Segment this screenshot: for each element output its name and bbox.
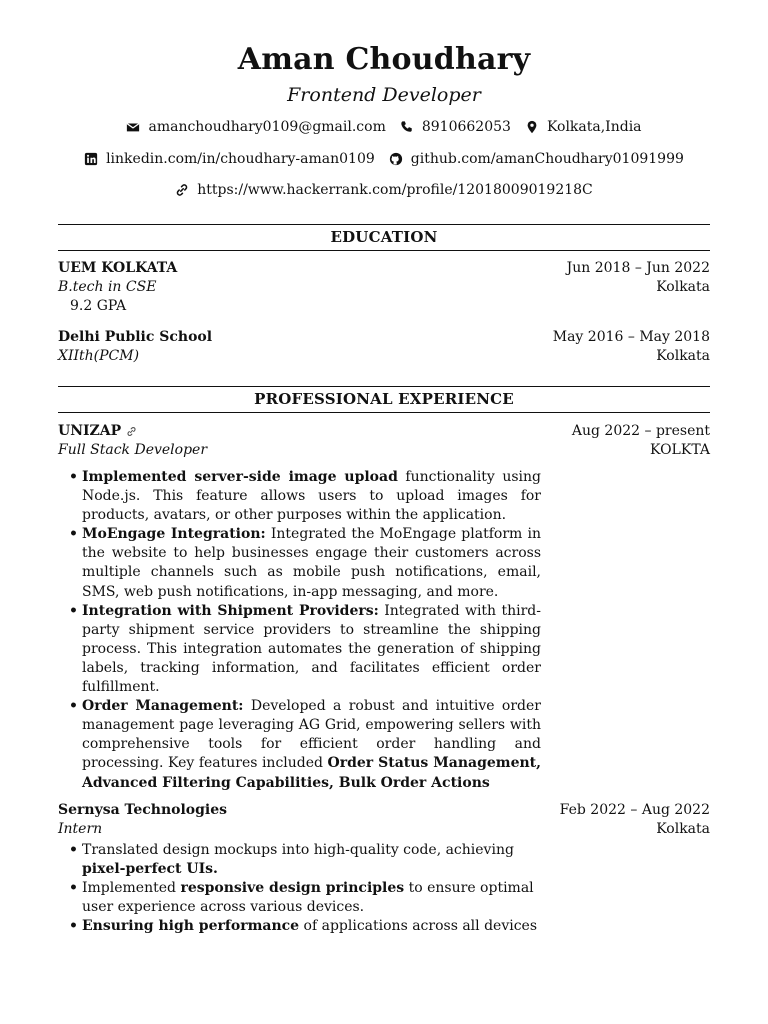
location-contact xyxy=(525,119,642,135)
education-heading: EDUCATION xyxy=(58,224,710,251)
school-name: UEM KOLKATA xyxy=(58,260,178,276)
education-entry-header xyxy=(58,328,710,347)
experience-entry-subheader xyxy=(58,441,710,460)
school-name: Delhi Public School xyxy=(58,329,213,345)
experience-entry-sernysa xyxy=(58,801,710,936)
education-location: Kolkata xyxy=(656,348,710,364)
education-dates: May 2016 – May 2018 xyxy=(552,329,710,345)
experience-heading: PROFESSIONAL EXPERIENCE xyxy=(58,386,710,413)
candidate-name: Aman Choudhary xyxy=(237,42,531,77)
experience-entry-subheader xyxy=(58,820,710,839)
github-icon xyxy=(389,152,403,166)
contact-row-primary xyxy=(0,119,768,135)
linkedin-text[interactable]: linkedin.com/in/choudhary-aman0109 xyxy=(106,151,375,167)
company-wrap xyxy=(58,422,137,441)
education-entry-header xyxy=(58,259,710,278)
bullet-bold: Ensuring high performance xyxy=(82,918,300,935)
education-entry-uem xyxy=(58,259,710,316)
location-text: Kolkata,India xyxy=(546,119,642,135)
experience-entry-header xyxy=(58,801,710,820)
bullet-bold: pixel-perfect UIs. xyxy=(82,861,218,878)
linkedin-icon xyxy=(84,152,98,166)
phone-contact[interactable] xyxy=(400,119,511,135)
education-entry-subheader xyxy=(58,347,710,366)
envelope-icon xyxy=(126,120,140,134)
bullet-bold: MoEngage Integration: xyxy=(82,526,266,543)
phone-text[interactable]: 8910662053 xyxy=(421,119,511,135)
bullet-bold: responsive design principles xyxy=(180,880,405,897)
experience-dates: Aug 2022 – present xyxy=(571,423,710,439)
link-icon xyxy=(175,183,189,197)
bullet-text: to ensure optimal user experience across various devices. xyxy=(82,880,534,916)
github-text[interactable]: github.com/amanChoudhary01091999 xyxy=(410,151,684,167)
bullet-bold: Implemented server-side image upload xyxy=(82,469,398,485)
bullet-text: Developed a robust and intuitive order management page leveraging AG Grid, empowering sellers with comprehensive tools for efficient order handling and processing. Key features included xyxy=(82,698,541,772)
education-entry-dps xyxy=(58,328,710,366)
experience-entry-unizap xyxy=(58,422,710,793)
education-entry-subheader xyxy=(58,278,710,297)
contact-row-social xyxy=(0,151,768,167)
email-text[interactable]: amanchoudhary0109@gmail.com xyxy=(148,119,386,135)
github-contact[interactable] xyxy=(389,151,684,167)
bullet-text: functionality using Node.js. This feature allows users to upload images for products, avatars, or other purposes within the application. xyxy=(82,469,541,524)
degree-name: XIIth(PCM) xyxy=(58,348,140,364)
experience-location: KOLKTA xyxy=(650,442,710,458)
location-pin-icon xyxy=(525,120,539,134)
hackerrank-text[interactable]: https://www.hackerrank.com/profile/12018009019218C xyxy=(197,182,593,198)
bullet-item xyxy=(58,697,541,792)
bullet-item xyxy=(58,525,541,601)
job-title: Intern xyxy=(58,821,103,837)
bullet-text: Translated design mockups into high-quality code, achieving xyxy=(82,842,514,858)
bullet-item xyxy=(58,917,541,936)
company-name: Sernysa Technologies xyxy=(58,802,228,818)
bullet-item xyxy=(58,468,541,525)
bullet-text: Implemented xyxy=(82,880,181,897)
bullet-text: Integrated with third-party shipment service providers to streamline the shipping process. This integration automates the generation of shipping labels, tracking information, and facilitates efficient order fulfillment. xyxy=(82,602,541,696)
job-title: Full Stack Developer xyxy=(58,442,208,458)
experience-bullets xyxy=(58,841,541,936)
experience-entry-header xyxy=(58,422,710,441)
bullet-item xyxy=(58,602,541,697)
candidate-role: Frontend Developer xyxy=(287,84,481,106)
bullet-bold: Order Management: xyxy=(82,698,244,715)
experience-location: Kolkata xyxy=(656,821,710,837)
link-icon[interactable] xyxy=(126,426,137,437)
bullet-item xyxy=(58,879,541,917)
email-contact[interactable] xyxy=(126,119,385,135)
bullet-text: Integrated the MoEngage platform in the website to help businesses engage their customers across multiple channels such as mobile push notifications, email, SMS, web push notifications, in-app messaging, and more. xyxy=(82,526,541,600)
hackerrank-contact[interactable] xyxy=(175,182,593,198)
bullet-text: of applications across all devices xyxy=(299,918,538,935)
education-location: Kolkata xyxy=(656,279,710,295)
contact-row-hackerrank xyxy=(0,182,768,198)
linkedin-contact[interactable] xyxy=(84,151,375,167)
bullet-item xyxy=(58,841,541,879)
education-dates: Jun 2018 – Jun 2022 xyxy=(566,260,710,276)
degree-name: B.tech in CSE xyxy=(58,279,157,295)
education-grade: 9.2 GPA xyxy=(70,298,127,314)
company-name: UNIZAP xyxy=(58,423,122,439)
phone-icon xyxy=(400,120,414,134)
experience-bullets xyxy=(58,468,541,793)
bullet-bold: Integration with Shipment Providers: xyxy=(82,602,379,619)
bullet-bold: Order Status Management, Advanced Filtering Capabilities, Bulk Order Actions xyxy=(82,755,542,791)
experience-dates: Feb 2022 – Aug 2022 xyxy=(559,802,710,818)
